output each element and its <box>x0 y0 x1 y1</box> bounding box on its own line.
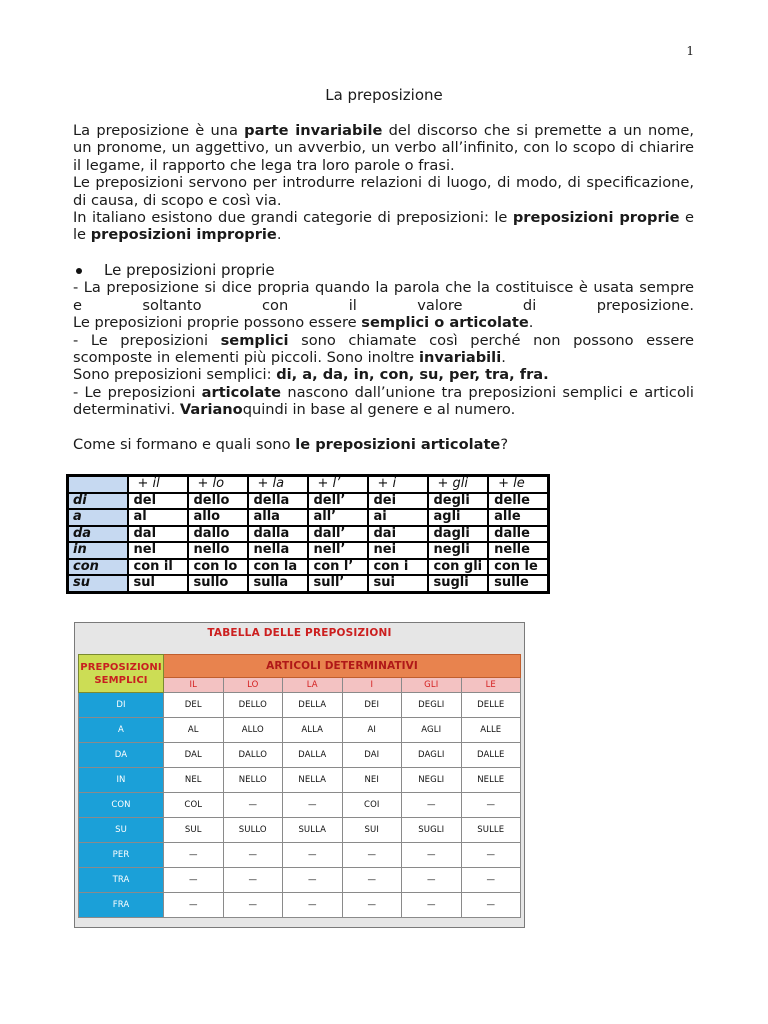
row-header-cell: TRA <box>79 868 164 893</box>
table-cell: — <box>461 843 521 868</box>
text-span: In italiano esistono due grandi categorie di preposizioni: le <box>73 209 513 227</box>
text-span: e le <box>73 209 694 244</box>
table-cell: alle <box>488 509 548 526</box>
table-row <box>68 542 549 559</box>
table-cell: della <box>248 493 308 510</box>
bold-span: parte invariabile <box>244 122 383 139</box>
table-row <box>79 743 521 768</box>
row-header-cell: FRA <box>79 893 164 918</box>
table-cell: ALLE <box>461 718 521 743</box>
bold-span: preposizioni improprie <box>90 226 277 244</box>
table-cell: sull’ <box>308 575 368 592</box>
table-cell: NEGLI <box>402 768 462 793</box>
articles-header: ARTICOLI DETERMINATIVI <box>164 655 521 678</box>
prepositions-summary-table <box>74 622 525 928</box>
text-span: . <box>501 349 506 367</box>
table-cell: — <box>402 868 462 893</box>
table-cell: degli <box>428 493 489 510</box>
article-cell: LO <box>223 678 283 693</box>
section-line-3 <box>73 332 694 367</box>
header-cell: + l’ <box>308 476 368 493</box>
page-title: La preposizione <box>325 86 443 104</box>
table-cell: sui <box>368 575 428 592</box>
table-row <box>79 793 521 818</box>
row-header-cell: DI <box>79 693 164 718</box>
table-cell: con l’ <box>308 559 368 576</box>
article-cell: LE <box>461 678 521 693</box>
simple-prepositions-header <box>79 655 164 693</box>
table-cell: — <box>461 793 521 818</box>
table-cell: con il <box>128 559 188 576</box>
table-cell: ALLA <box>283 718 343 743</box>
bold-span: le preposizioni articolate <box>295 435 501 453</box>
text-span: Sono preposizioni semplici: <box>73 366 277 384</box>
row-header-cell: PER <box>79 843 164 868</box>
table-cell: dell’ <box>308 493 368 510</box>
article-cell: GLI <box>402 678 462 693</box>
table-cell: del <box>128 493 188 510</box>
text-span: ? <box>500 435 509 453</box>
text-span: . <box>528 314 534 332</box>
table-cell: — <box>283 868 343 893</box>
table-cell: — <box>402 893 462 918</box>
section-line-1: - La preposizione si dice propria quando la parola che la costituisce è usata sempre e soltanto con il valore di preposizione. <box>73 279 694 314</box>
question-line <box>73 436 694 453</box>
table-cell: — <box>223 868 283 893</box>
table-cell: SUL <box>164 818 224 843</box>
table-row <box>79 818 521 843</box>
header-cell: + il <box>128 476 188 493</box>
table-cell: SULLE <box>461 818 521 843</box>
table-cell: nelle <box>488 542 548 559</box>
table-cell: DAGLI <box>402 743 462 768</box>
table-cell: NELLE <box>461 768 521 793</box>
bold-span: Variano <box>179 401 243 419</box>
heading-text: Le preposizioni proprie <box>104 261 275 279</box>
table-cell: dal <box>128 526 188 543</box>
section-line-5 <box>73 384 694 419</box>
table-cell: dall’ <box>308 526 368 543</box>
table-cell: dei <box>368 493 428 510</box>
text-span: - Le preposizioni <box>73 331 221 349</box>
table-cell: nella <box>248 542 308 559</box>
table-row <box>79 868 521 893</box>
text-span: nascono dall’unione tra preposizioni semplici e articoli determinativi. <box>73 383 694 419</box>
section-heading <box>73 262 694 279</box>
table-cell: dallo <box>188 526 248 543</box>
table-cell: nei <box>368 542 428 559</box>
header-cell: + la <box>248 476 308 493</box>
text-span: . <box>276 226 282 244</box>
table-cell: ai <box>368 509 428 526</box>
table-cell: sulla <box>248 575 308 592</box>
table-cell: AL <box>164 718 224 743</box>
table-cell: dalla <box>248 526 308 543</box>
row-header-cell: CON <box>79 793 164 818</box>
table-cell: — <box>342 868 402 893</box>
table-row <box>79 718 521 743</box>
table-cell: DAI <box>342 743 402 768</box>
table-cell: dello <box>188 493 248 510</box>
table-cell: NELLA <box>283 768 343 793</box>
bold-span: preposizioni proprie <box>512 209 680 227</box>
table-cell: — <box>461 893 521 918</box>
row-header-cell: su <box>68 575 128 592</box>
table-cell: — <box>342 893 402 918</box>
table-cell: SUI <box>342 818 402 843</box>
header-cell: + i <box>368 476 428 493</box>
text-span: del discorso che si premette a un nome, un pronome, un aggettivo, un avverbio, un verbo all’infinito, con lo scopo di chiarire il legame, il rapporto che lega tra loro parole o frasi. <box>73 122 694 174</box>
table-cell: NEL <box>164 768 224 793</box>
text-span: sono chiamate così perché non possono essere scomposte in elementi più piccoli. Sono inoltre <box>73 331 694 367</box>
intro-block <box>73 122 694 244</box>
table-cell: COL <box>164 793 224 818</box>
text-span: Come si formano e quali sono <box>73 435 296 453</box>
table-cell: — <box>164 893 224 918</box>
article-cell: I <box>342 678 402 693</box>
table-cell: delle <box>488 493 548 510</box>
section-proprie <box>73 262 694 453</box>
table-cell: — <box>402 793 462 818</box>
row-header-cell: da <box>68 526 128 543</box>
table-cell: DEI <box>342 693 402 718</box>
table-row <box>79 693 521 718</box>
table-cell: sul <box>128 575 188 592</box>
table-cell: con i <box>368 559 428 576</box>
table-cell: NELLO <box>223 768 283 793</box>
table-cell: nello <box>188 542 248 559</box>
table-cell: — <box>461 868 521 893</box>
table-cell: SUGLI <box>402 818 462 843</box>
bold-span: semplici <box>220 331 289 349</box>
table-row <box>68 559 549 576</box>
table-cell: dalle <box>488 526 548 543</box>
text-span: - Le preposizioni <box>73 383 202 401</box>
table-cell: nel <box>128 542 188 559</box>
row-header-cell: con <box>68 559 128 576</box>
text-span: quindi in base al genere e al numero. <box>242 401 516 419</box>
table-cell: DAL <box>164 743 224 768</box>
table-cell: — <box>223 893 283 918</box>
section-line-4 <box>73 366 694 383</box>
summary-table-title: TABELLA DELLE PREPOSIZIONI <box>207 627 392 639</box>
row-header-cell: A <box>79 718 164 743</box>
header-cell: + le <box>488 476 548 493</box>
table-cell: con la <box>248 559 308 576</box>
table-row <box>79 768 521 793</box>
table-cell: alla <box>248 509 308 526</box>
summary-table-grid <box>78 654 521 918</box>
header-line: SEMPLICI <box>94 674 148 686</box>
table-cell: agli <box>428 509 489 526</box>
table-cell: — <box>164 868 224 893</box>
table-cell: con gli <box>428 559 489 576</box>
table-cell: DELLE <box>461 693 521 718</box>
table-row <box>79 843 521 868</box>
table-row <box>68 509 549 526</box>
page-number: 1 <box>686 44 694 58</box>
section-line-2 <box>73 314 694 331</box>
table-corner-cell <box>68 476 128 493</box>
row-header-cell: a <box>68 509 128 526</box>
table-row <box>68 526 549 543</box>
table-row <box>68 575 549 592</box>
summary-header-row <box>79 655 521 678</box>
table-row <box>79 893 521 918</box>
table-cell: DEGLI <box>402 693 462 718</box>
table-cell: DEL <box>164 693 224 718</box>
table-cell: — <box>164 843 224 868</box>
table-cell: — <box>283 793 343 818</box>
intro-paragraph-3 <box>73 209 694 244</box>
table-cell: DELLA <box>283 693 343 718</box>
table-cell: AI <box>342 718 402 743</box>
header-cell: + gli <box>428 476 489 493</box>
bold-span: semplici o articolate <box>361 314 529 332</box>
table-cell: COI <box>342 793 402 818</box>
table-cell: SULLO <box>223 818 283 843</box>
table-cell: DALLA <box>283 743 343 768</box>
article-cell: LA <box>283 678 343 693</box>
table-cell: all’ <box>308 509 368 526</box>
table-header-row <box>68 476 549 493</box>
table-cell: negli <box>428 542 489 559</box>
bold-span: di, a, da, in, con, su, per, tra, fra. <box>276 366 549 384</box>
intro-paragraph-1 <box>73 122 694 174</box>
row-header-cell: in <box>68 542 128 559</box>
table-cell: dagli <box>428 526 489 543</box>
article-cell: IL <box>164 678 224 693</box>
table-cell: — <box>223 843 283 868</box>
table-cell: ALLO <box>223 718 283 743</box>
table-cell: — <box>223 793 283 818</box>
bold-span: invariabili <box>418 349 502 367</box>
table-cell: dai <box>368 526 428 543</box>
text-span: Le preposizioni proprie possono essere <box>73 314 362 332</box>
table-cell: con le <box>488 559 548 576</box>
table-cell: — <box>402 843 462 868</box>
table-cell: SULLA <box>283 818 343 843</box>
table-cell: sugli <box>428 575 489 592</box>
articulated-prepositions-table <box>66 474 550 594</box>
table-cell: NEI <box>342 768 402 793</box>
table-cell: — <box>342 843 402 868</box>
table-cell: — <box>283 893 343 918</box>
header-line: PREPOSIZIONI <box>80 661 162 673</box>
table-cell: con lo <box>188 559 248 576</box>
row-header-cell: DA <box>79 743 164 768</box>
row-header-cell: di <box>68 493 128 510</box>
text-span: La preposizione è una <box>73 122 245 139</box>
bullet-icon <box>76 268 82 274</box>
bold-span: articolate <box>201 383 282 401</box>
table-cell: DELLO <box>223 693 283 718</box>
intro-paragraph-2: Le preposizioni servono per introdurre relazioni di luogo, di modo, di specificazione, di causa, di scopo e così via. <box>73 174 694 209</box>
table-cell: sulle <box>488 575 548 592</box>
table-row <box>68 493 549 510</box>
table-cell: — <box>283 843 343 868</box>
row-header-cell: IN <box>79 768 164 793</box>
table-cell: AGLI <box>402 718 462 743</box>
header-cell: + lo <box>188 476 248 493</box>
table-cell: nell’ <box>308 542 368 559</box>
table-cell: allo <box>188 509 248 526</box>
table-cell: DALLE <box>461 743 521 768</box>
table-cell: sullo <box>188 575 248 592</box>
row-header-cell: SU <box>79 818 164 843</box>
table-cell: DALLO <box>223 743 283 768</box>
table-cell: al <box>128 509 188 526</box>
